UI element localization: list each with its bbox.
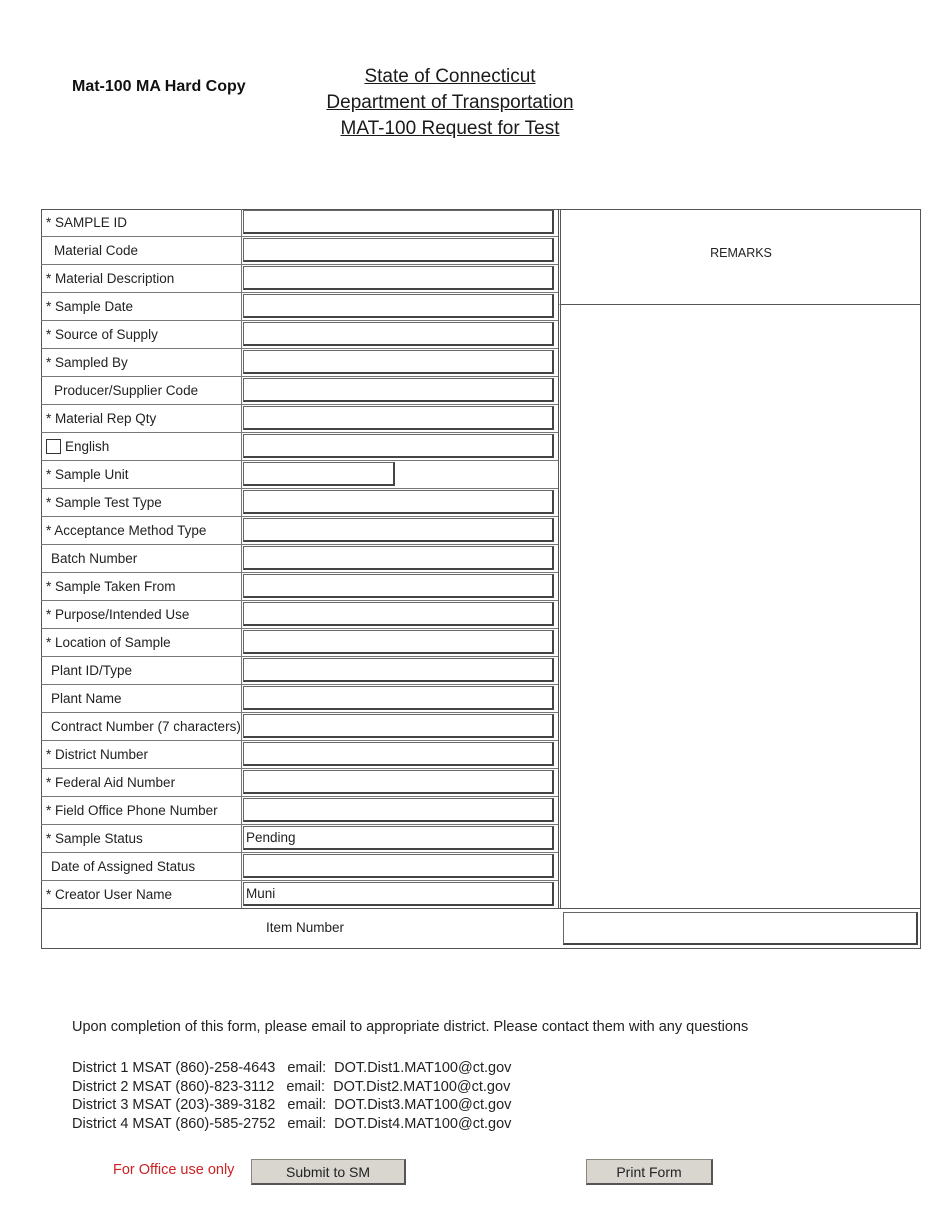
input-creator-user-name[interactable]: Muni <box>243 882 554 906</box>
office-use-label: For Office use only <box>113 1162 235 1178</box>
input-contract-number[interactable] <box>243 714 554 738</box>
input-batch-number[interactable] <box>243 546 554 570</box>
label-creator-user-name: * Creator User Name <box>41 881 242 908</box>
row-sample-taken-from <box>41 573 558 601</box>
district-2-contact: District 2 MSAT (860)-823-3112 email: DOT.Dist2.MAT100@ct.gov <box>72 1079 511 1095</box>
input-english-qty[interactable] <box>243 434 554 458</box>
input-date-assigned-status[interactable] <box>243 854 554 878</box>
item-number-input[interactable] <box>563 912 918 945</box>
input-producer-supplier-code[interactable] <box>243 378 554 402</box>
label-producer-supplier-code: Producer/Supplier Code <box>41 377 242 404</box>
submit-to-sm-button[interactable]: Submit to SM <box>251 1159 406 1185</box>
label-sample-id: * SAMPLE ID <box>41 209 242 236</box>
label-sampled-by: * Sampled By <box>41 349 242 376</box>
input-plant-id-type[interactable] <box>243 658 554 682</box>
row-sample-test-type <box>41 489 558 517</box>
title-state: State of Connecticut <box>364 66 536 87</box>
label-location-of-sample: * Location of Sample <box>41 629 242 656</box>
district-3-contact: District 3 MSAT (203)-389-3182 email: DOT.Dist3.MAT100@ct.gov <box>72 1097 512 1113</box>
row-location-of-sample <box>41 629 558 657</box>
label-plant-name: Plant Name <box>41 685 242 712</box>
item-number-label: Item Number <box>266 920 345 935</box>
label-district-number: * District Number <box>41 741 242 768</box>
row-date-assigned-status <box>41 853 558 881</box>
input-sample-taken-from[interactable] <box>243 574 554 598</box>
row-district-number <box>41 741 558 769</box>
label-sample-taken-from: * Sample Taken From <box>41 573 242 600</box>
label-material-code: Material Code <box>41 237 242 264</box>
input-sample-id[interactable] <box>243 210 554 234</box>
row-sampled-by <box>41 349 558 377</box>
label-purpose-intended-use: * Purpose/Intended Use <box>41 601 242 628</box>
row-sample-status <box>41 825 558 853</box>
row-acceptance-method-type <box>41 517 558 545</box>
input-sample-status[interactable]: Pending <box>243 826 554 850</box>
label-batch-number: Batch Number <box>41 545 242 572</box>
row-producer-supplier-code <box>41 377 558 405</box>
label-federal-aid-number: * Federal Aid Number <box>41 769 242 796</box>
hard-copy-label: Mat-100 MA Hard Copy <box>72 78 246 95</box>
input-material-rep-qty[interactable] <box>243 406 554 430</box>
english-checkbox[interactable] <box>46 439 61 454</box>
input-location-of-sample[interactable] <box>243 630 554 654</box>
row-english <box>41 433 558 461</box>
district-1-contact: District 1 MSAT (860)-258-4643 email: DOT.Dist1.MAT100@ct.gov <box>72 1060 512 1076</box>
row-batch-number <box>41 545 558 573</box>
label-sample-unit: * Sample Unit <box>41 461 242 488</box>
row-creator-user-name <box>41 881 558 909</box>
title-form-name: MAT-100 Request for Test <box>340 118 560 139</box>
row-plant-name <box>41 685 558 713</box>
print-form-button[interactable]: Print Form <box>586 1159 713 1185</box>
label-material-description: * Material Description <box>41 265 242 292</box>
remarks-textarea[interactable] <box>558 304 921 908</box>
form-rows <box>41 209 558 909</box>
input-sample-unit[interactable] <box>243 462 395 486</box>
row-plant-id-type <box>41 657 558 685</box>
row-source-of-supply <box>41 321 558 349</box>
input-field-office-phone[interactable] <box>243 798 554 822</box>
input-acceptance-method-type[interactable] <box>243 518 554 542</box>
input-district-number[interactable] <box>243 742 554 766</box>
row-material-code <box>41 237 558 265</box>
english-checkbox-cell[interactable] <box>41 433 242 460</box>
label-sample-status: * Sample Status <box>41 825 242 852</box>
title-department: Department of Transportation <box>326 92 574 113</box>
input-federal-aid-number[interactable] <box>243 770 554 794</box>
input-purpose-intended-use[interactable] <box>243 602 554 626</box>
remarks-header: REMARKS <box>558 209 921 305</box>
input-sampled-by[interactable] <box>243 350 554 374</box>
input-sample-test-type[interactable] <box>243 490 554 514</box>
row-field-office-phone <box>41 797 558 825</box>
label-field-office-phone: * Field Office Phone Number <box>41 797 242 824</box>
label-source-of-supply: * Source of Supply <box>41 321 242 348</box>
input-material-code[interactable] <box>243 238 554 262</box>
input-sample-date[interactable] <box>243 294 554 318</box>
label-sample-date: * Sample Date <box>41 293 242 320</box>
district-4-contact: District 4 MSAT (860)-585-2752 email: DOT.Dist4.MAT100@ct.gov <box>72 1116 512 1132</box>
row-purpose-intended-use <box>41 601 558 629</box>
label-plant-id-type: Plant ID/Type <box>41 657 242 684</box>
input-material-description[interactable] <box>243 266 554 290</box>
label-sample-test-type: * Sample Test Type <box>41 489 242 516</box>
label-english: English <box>65 439 110 454</box>
input-source-of-supply[interactable] <box>243 322 554 346</box>
input-plant-name[interactable] <box>243 686 554 710</box>
row-material-rep-qty <box>41 405 558 433</box>
row-sample-unit <box>41 461 558 489</box>
row-sample-date <box>41 293 558 321</box>
row-federal-aid-number <box>41 769 558 797</box>
label-acceptance-method-type: * Acceptance Method Type <box>41 517 242 544</box>
row-material-description <box>41 265 558 293</box>
label-date-assigned-status: Date of Assigned Status <box>41 853 242 880</box>
label-contract-number: Contract Number (7 characters) <box>41 713 242 740</box>
instruction-text: Upon completion of this form, please email to appropriate district. Please contact them with any questions <box>72 1019 749 1035</box>
label-material-rep-qty: * Material Rep Qty <box>41 405 242 432</box>
row-sample-id <box>41 209 558 237</box>
row-contract-number <box>41 713 558 741</box>
